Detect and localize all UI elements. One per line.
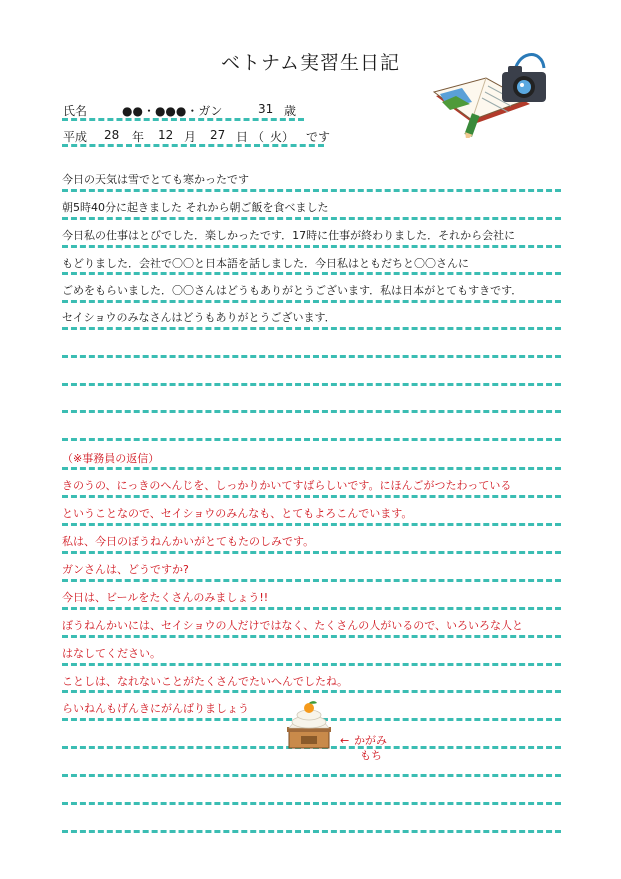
- ruled-line: [62, 495, 561, 498]
- age-unit: 歳: [284, 104, 297, 118]
- reply-line-8: ことしは、なれないことがたくさんでたいへんでしたね。: [62, 675, 348, 688]
- ruled-line: [62, 607, 561, 610]
- date-month-unit: 月: [184, 130, 197, 144]
- date-row-rule: [62, 144, 324, 147]
- diary-line-6: セイショウのみなさんはどうもありがとうございます．: [62, 311, 336, 324]
- ruled-line: [62, 217, 561, 220]
- ruled-line: [62, 355, 561, 358]
- weekday-open: （: [252, 130, 265, 144]
- date-year: 28: [104, 128, 120, 142]
- ruled-line: [62, 523, 561, 526]
- diary-line-1: 今日の天気は雪でとても寒かったです: [62, 173, 249, 186]
- ruled-line: [62, 467, 561, 470]
- ruled-line: [62, 438, 561, 441]
- weekday: 火: [270, 130, 283, 144]
- ruled-line: [62, 272, 561, 275]
- reply-line-7: はなしてください。: [62, 647, 161, 660]
- diary-line-3: 今日私の仕事はとびでした．楽しかったです．17時に仕事が終わりました．それから会社に: [62, 229, 516, 242]
- reply-line-2: ということなので、セイショウのみんなも、とてもよろこんでいます。: [62, 507, 413, 520]
- name-value: ●●・●●●・ガン: [122, 104, 223, 118]
- date-day: 27: [210, 128, 226, 142]
- date-suffix: です: [306, 130, 331, 144]
- ruled-line: [62, 579, 561, 582]
- ruled-line: [62, 410, 561, 413]
- ruled-line: [62, 383, 561, 386]
- ruled-line: [62, 551, 561, 554]
- name-label: 氏名: [63, 104, 88, 118]
- name-row-rule: [62, 118, 304, 121]
- reply-line-6: ぼうねんかいには、セイショウの人だけではなく、たくさんの人がいるので、いろいろな人と: [62, 619, 524, 632]
- kagami-note-line1: かがみ: [354, 734, 387, 747]
- ruled-line: [62, 830, 561, 833]
- diary-line-5: ごめをもらいました．〇〇さんはどうもありがとうございます．私は日本がとてもすきです．: [62, 284, 523, 297]
- diary-line-4: もどりました．会社で〇〇と日本語を話しました．今日私はともだちと〇〇さんに: [62, 257, 469, 270]
- reply-title: （※事務員の返信）: [62, 452, 160, 465]
- date-year-unit: 年: [132, 130, 145, 144]
- reply-line-5: 今日は、ビールをたくさんのみましょう!!: [62, 591, 269, 604]
- date-month: 12: [158, 128, 174, 142]
- page-title: ベトナム実習生日記: [220, 52, 401, 74]
- reply-line-9: らいねんもげんきにがんばりましょう: [62, 702, 249, 715]
- reply-line-1: きのうの、にっきのへんじを、しっかりかいてすばらしいです。にほんごがつたわっている: [62, 479, 512, 492]
- ruled-line: [62, 189, 561, 192]
- weekday-close: ）: [282, 130, 295, 144]
- date-day-unit: 日: [236, 130, 249, 144]
- ruled-line: [62, 663, 561, 666]
- reply-line-3: 私は、今日のぼうねんかいがとてもたのしみです。: [62, 535, 315, 548]
- reply-line-4: ガンさんは、どうですか?: [62, 563, 189, 576]
- diary-line-2: 朝5時40分に起きました それから朝ご飯を食べました: [62, 201, 329, 214]
- ruled-line: [62, 635, 561, 638]
- ruled-line: [62, 300, 561, 303]
- ruled-line: [62, 802, 561, 805]
- diary-camera-icon: [432, 44, 548, 138]
- date-era: 平成: [63, 130, 88, 144]
- ruled-line: [62, 774, 561, 777]
- age-value: 31: [258, 102, 274, 116]
- ruled-line: [62, 327, 561, 330]
- kagami-mochi-icon: [284, 700, 334, 750]
- ruled-line: [62, 690, 561, 693]
- ruled-line: [62, 245, 561, 248]
- kagami-note-arrow: ←: [340, 734, 350, 747]
- kagami-note-line2: もち: [360, 749, 382, 762]
